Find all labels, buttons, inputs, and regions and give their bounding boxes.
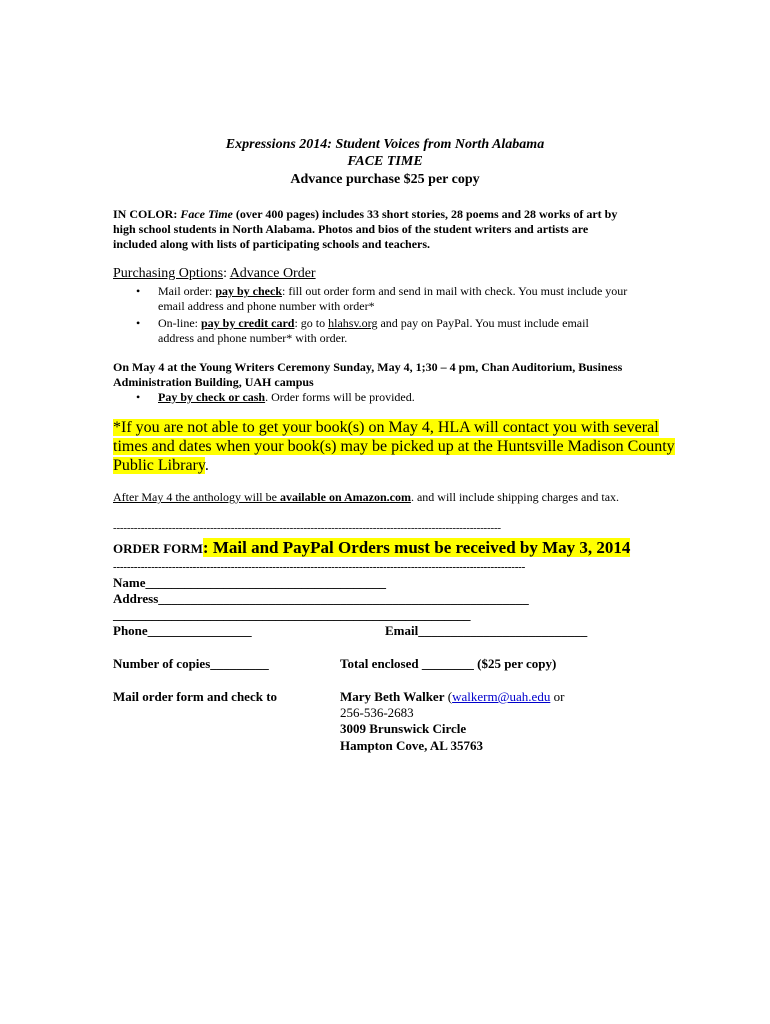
phone-field[interactable]: Phone________________ (113, 623, 252, 638)
bullet-icon: • (136, 390, 141, 404)
amazon-line (113, 490, 619, 505)
recipient-city: Hampton Cove, AL 35763 (340, 738, 484, 753)
notice-line-1-text: *If you are not able to get your book(s) on May 4, HLA will contact you with several (113, 419, 659, 436)
ceremony-payment-line (158, 390, 415, 405)
bullet-icon: • (136, 316, 141, 330)
ceremony-payment-method: Pay by check or cash (158, 390, 266, 404)
order-form-deadline: : Mail and PayPal Orders must be received by May 3, 2014 (202, 538, 631, 557)
mail-to-label: Mail order form and check to (113, 689, 278, 704)
ceremony-line-2: Administration Building, UAH campus (113, 375, 314, 389)
intro-lead: IN COLOR: (113, 207, 181, 221)
recipient-street: 3009 Brunswick Circle (340, 721, 467, 736)
intro-line-3: included along with lists of participating schools and teachers. (113, 237, 431, 251)
recipient-name: Mary Beth Walker (340, 689, 445, 704)
online-order-line-1 (158, 316, 589, 331)
purchasing-heading (113, 266, 316, 282)
mail-order-line-2: email address and phone number with order* (158, 299, 375, 313)
notice-line-2-text: times and dates when your book(s) may be picked up at the Huntsville Madison County (113, 438, 675, 455)
address-line-2-field[interactable]: _______________________________________________________ (113, 607, 471, 622)
recipient-open-paren: ( (444, 689, 453, 704)
price-line: Advance purchase $25 per copy (290, 172, 480, 187)
purchasing-heading-sep: : (223, 266, 230, 281)
ceremony-line-1: On May 4 at the Young Writers Ceremony Sunday, May 4, 1;30 – 4 pm, Chan Auditorium, Business (113, 360, 623, 374)
purchasing-heading-label: Purchasing Options (113, 266, 224, 281)
notice-line-3-end: . (204, 457, 209, 474)
intro-line-1-rest: (over 400 pages) includes 33 short stories, 28 poems and 28 works of art by (232, 207, 618, 221)
online-order-line-2: address and phone number* with order. (158, 331, 348, 345)
intro-book-name: Face Time (180, 207, 233, 221)
purchasing-heading-value: Advance Order (229, 266, 316, 281)
online-prefix: On-line: (158, 316, 201, 330)
email-field[interactable]: Email__________________________ (385, 623, 588, 638)
copies-field[interactable]: Number of copies_________ (113, 656, 269, 671)
recipient-phone: 256-536-2683 (340, 705, 414, 720)
online-method: pay by credit card (201, 316, 295, 330)
website-link[interactable]: hlahsv.org (328, 316, 378, 330)
notice-line-1 (113, 419, 659, 437)
amazon-link-text[interactable]: available on Amazon.com (279, 490, 411, 504)
address-field[interactable]: Address_________________________________________________________ (113, 591, 529, 606)
recipient-line (340, 689, 564, 705)
mail-order-line-1 (158, 284, 627, 299)
notice-line-3-text: Public Library (113, 457, 205, 474)
online-mid: : go to (294, 316, 329, 330)
notice-line-2 (113, 438, 675, 456)
amazon-prefix: After May 4 the anthology will be (113, 490, 280, 504)
recipient-email-link[interactable]: walkerm@uah.edu (452, 689, 551, 704)
online-rest: and pay on PayPal. You must include email (377, 316, 589, 330)
document-title: Expressions 2014: Student Voices from North Alabama (225, 137, 545, 152)
name-field[interactable]: Name_____________________________________ (113, 575, 386, 590)
intro-line-2: high school students in North Alabama. Photos and bios of the student writers and artists are (113, 222, 589, 236)
notice-line-3 (113, 457, 209, 475)
amazon-rest: . and will include shipping charges and tax. (410, 490, 620, 504)
mail-order-prefix: Mail order: (158, 284, 216, 298)
order-form-heading (113, 538, 630, 558)
recipient-email-after: or (550, 689, 565, 704)
divider-bottom: ----------------------------------------------------------------------------------------------------------------------- (113, 561, 526, 573)
ceremony-payment-rest: . Order forms will be provided. (265, 390, 415, 404)
order-form-label: ORDER FORM (113, 541, 203, 556)
book-title: FACE TIME (347, 154, 423, 169)
bullet-icon: • (136, 284, 141, 298)
total-field[interactable]: Total enclosed ________ ($25 per copy) (340, 656, 557, 671)
divider-top: ---------------------------------------------------------------------------------------------------------------- (113, 522, 501, 534)
mail-order-method: pay by check (215, 284, 283, 298)
intro-line-1 (113, 207, 617, 222)
mail-order-rest: : fill out order form and send in mail with check. You must include your (282, 284, 628, 298)
